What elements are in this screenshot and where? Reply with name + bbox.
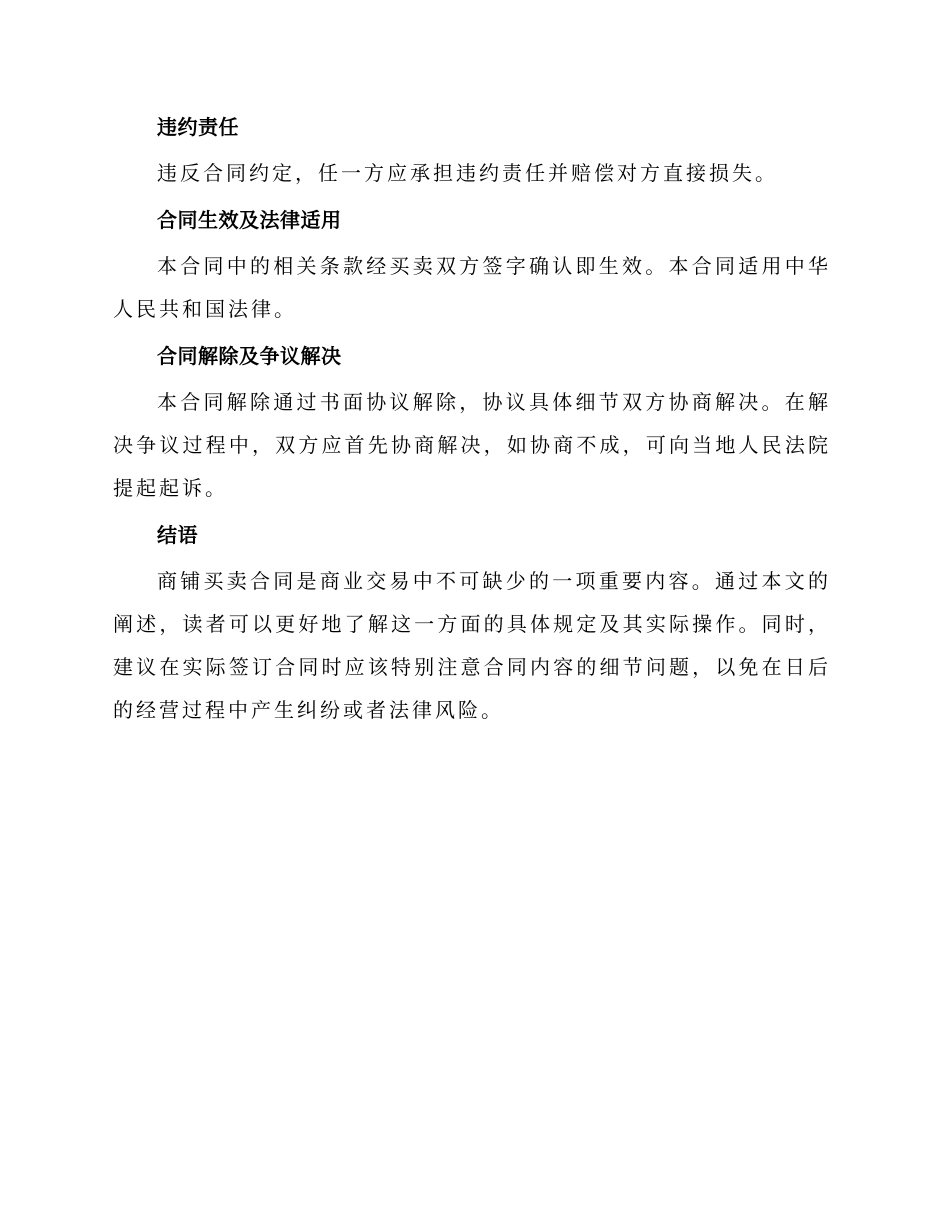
section-heading-termination-disputes: 合同解除及争议解决 (157, 344, 342, 368)
section-paragraph-termination-disputes: 本合同解除通过书面协议解除，协议具体细节双方协商解决。在解决争议过程中，双方应首先协商解决，如协商不成，可向当地人民法院提起起诉。 (113, 390, 831, 500)
section-paragraph-conclusion: 商铺买卖合同是商业交易中不可缺少的一项重要内容。通过本文的阐述，读者可以更好地了解这一方面的具体规定及其实际操作。同时，建议在实际签订合同时应该特别注意合同内容的细节问题，以免在日后的经营过程中产生纠纷或者法律风险。 (113, 569, 831, 722)
section-heading-breach-liability: 违约责任 (157, 115, 239, 139)
section-heading-effectiveness-law: 合同生效及法律适用 (157, 208, 342, 232)
document-body (113, 108, 831, 732)
section-paragraph-effectiveness-law: 本合同中的相关条款经买卖双方签字确认即生效。本合同适用中华人民共和国法律。 (113, 254, 831, 321)
section-heading-conclusion: 结语 (157, 523, 198, 547)
section-paragraph-breach-liability: 违反合同约定，任一方应承担违约责任并赔偿对方直接损失。 (157, 161, 778, 185)
